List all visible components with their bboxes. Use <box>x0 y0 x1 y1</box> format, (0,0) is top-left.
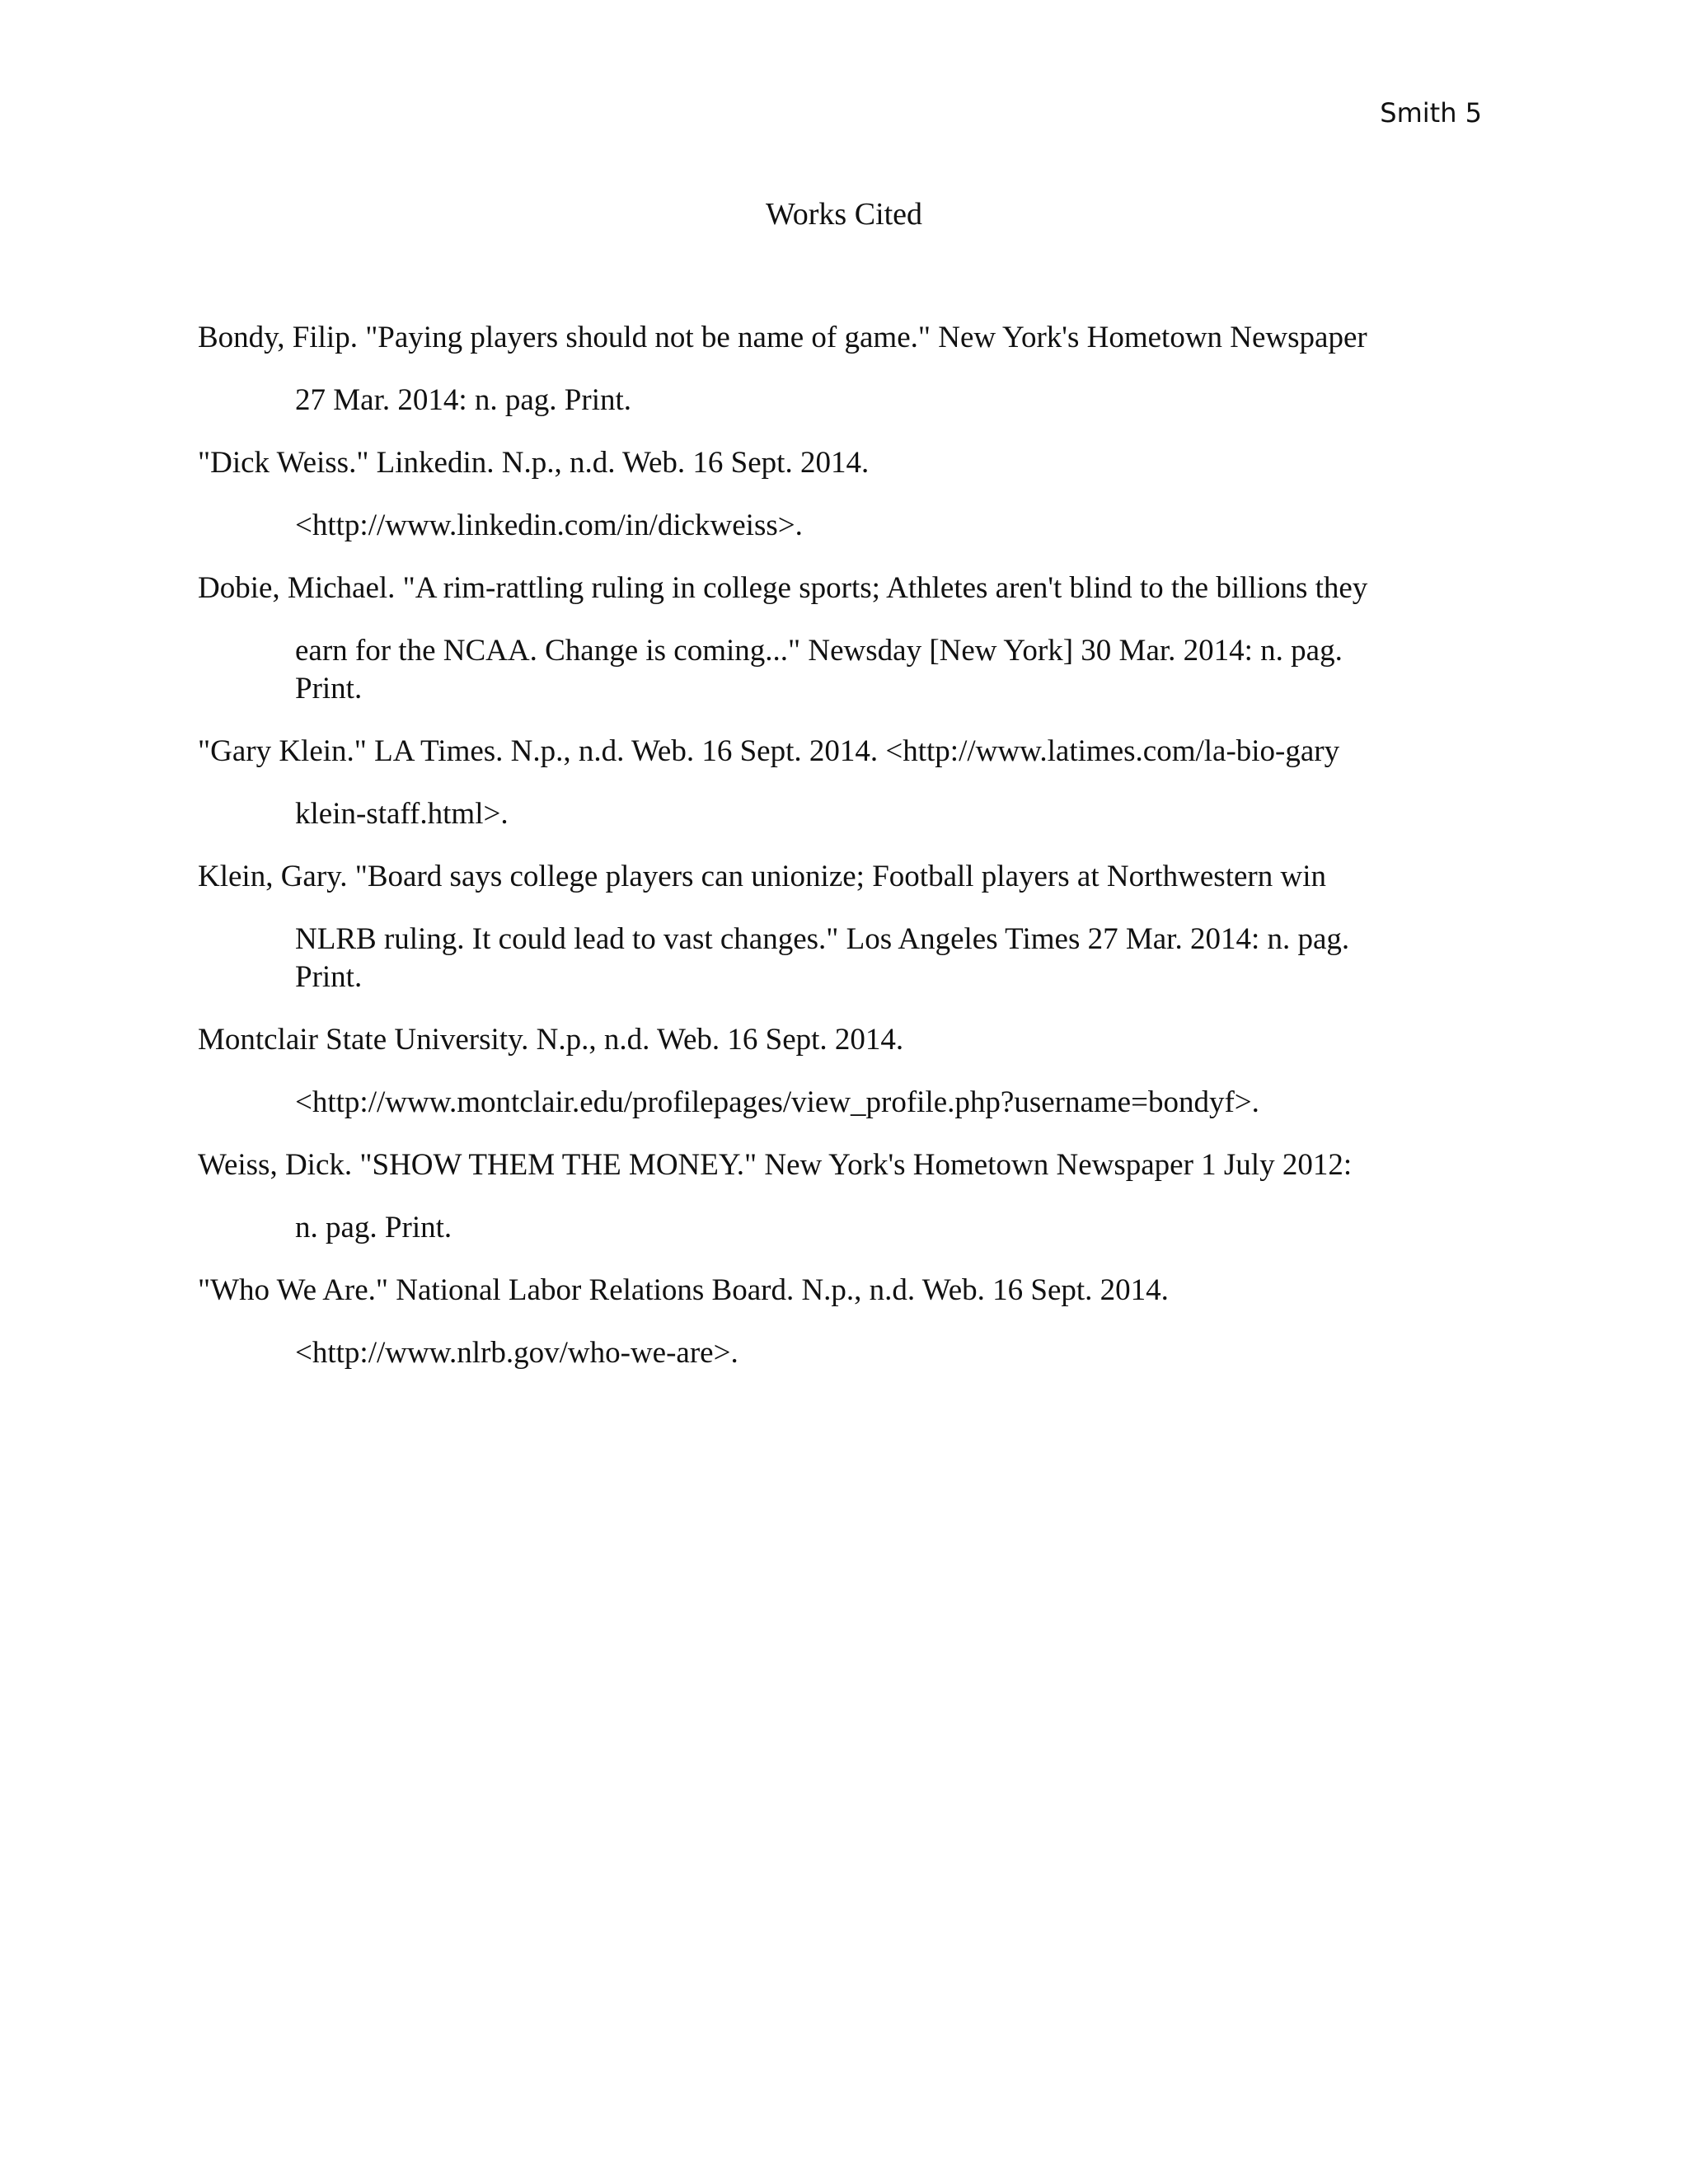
citation-gary-klein-latimes <box>198 731 1500 856</box>
citation-list <box>198 317 1500 1395</box>
citation-line: klein-staff.html>. <box>295 797 509 831</box>
citation-line: "Who We Are." National Labor Relations Board. N.p., n.d. Web. 16 Sept. 2014. <box>198 1273 1169 1307</box>
citation-line: Print. <box>295 960 363 994</box>
running-head: Smith 5 <box>1380 97 1482 129</box>
citation-dick-weiss-linkedin <box>198 443 1500 568</box>
citation-weiss <box>198 1145 1500 1270</box>
citation-line: Bondy, Filip. "Paying players should not be name of game." New York's Hometown Newspaper <box>198 321 1367 354</box>
citation-line: Print. <box>295 672 363 705</box>
citation-line: <http://www.linkedin.com/in/dickweiss>. <box>295 509 803 542</box>
citation-line: 27 Mar. 2014: n. pag. Print. <box>295 383 632 417</box>
citation-line: Dobie, Michael. "A rim-rattling ruling in college sports; Athletes aren't blind to the billions they <box>198 571 1368 605</box>
citation-klein <box>198 856 1500 1019</box>
citation-bondy <box>198 317 1500 443</box>
citation-line: Klein, Gary. "Board says college players can unionize; Football players at Northwestern win <box>198 860 1326 893</box>
citation-line: <http://www.montclair.edu/profilepages/view_profile.php?username=bondyf>. <box>295 1085 1259 1119</box>
citation-line: NLRB ruling. It could lead to vast changes." Los Angeles Times 27 Mar. 2014: n. pag. <box>295 922 1350 956</box>
citation-nlrb <box>198 1270 1500 1395</box>
citation-line: n. pag. Print. <box>295 1211 452 1244</box>
citation-dobie <box>198 568 1500 731</box>
works-cited-title: Works Cited <box>765 197 923 232</box>
citation-line: Weiss, Dick. "SHOW THEM THE MONEY." New York's Hometown Newspaper 1 July 2012: <box>198 1148 1353 1182</box>
citation-line: <http://www.nlrb.gov/who-we-are>. <box>295 1336 738 1370</box>
citation-line: "Gary Klein." LA Times. N.p., n.d. Web. 16 Sept. 2014. <http://www.latimes.com/la-bio-gary <box>198 734 1340 768</box>
citation-montclair <box>198 1019 1500 1145</box>
citation-line: "Dick Weiss." Linkedin. N.p., n.d. Web. 16 Sept. 2014. <box>198 446 870 480</box>
citation-line: earn for the NCAA. Change is coming..." Newsday [New York] 30 Mar. 2014: n. pag. <box>295 634 1343 668</box>
citation-line: Montclair State University. N.p., n.d. Web. 16 Sept. 2014. <box>198 1023 904 1057</box>
